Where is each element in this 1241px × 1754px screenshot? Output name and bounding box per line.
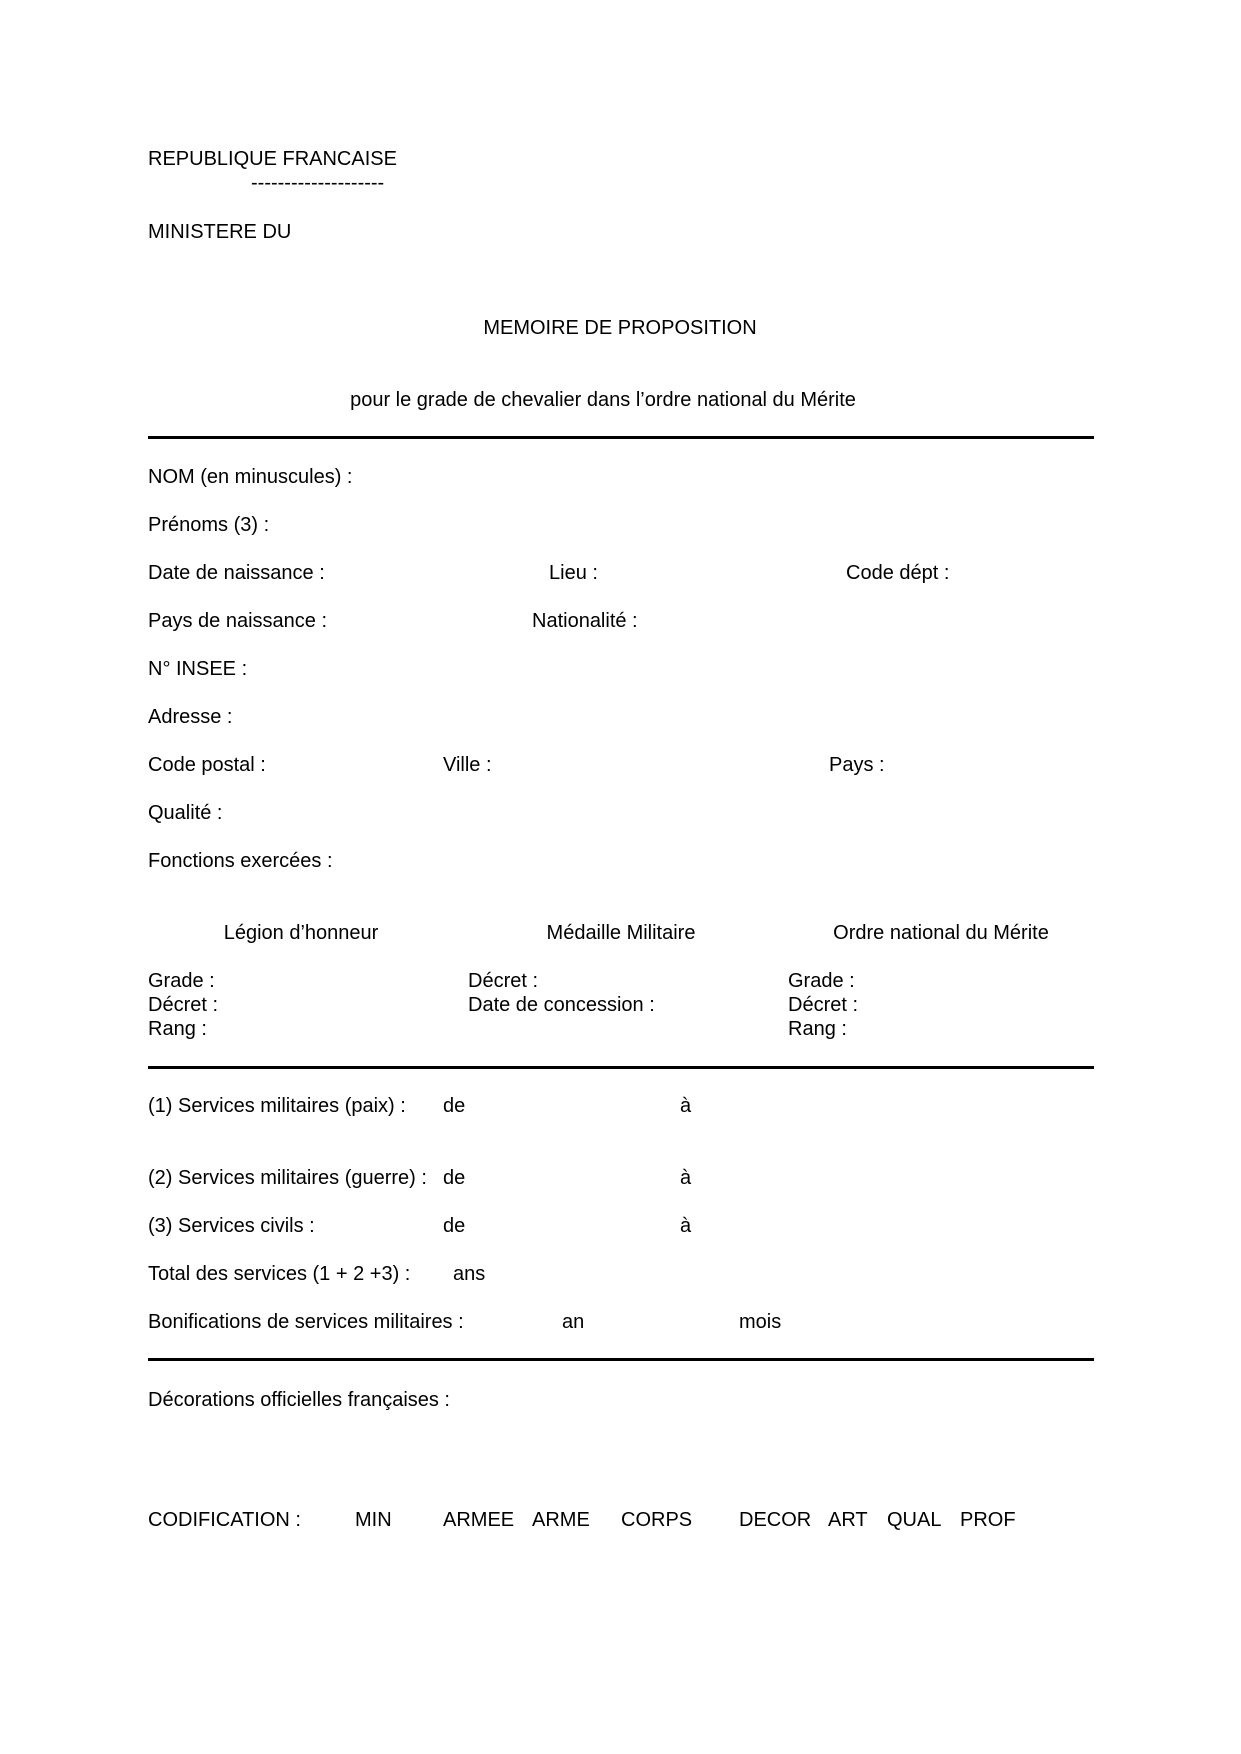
document-title: MEMOIRE DE PROPOSITION <box>483 317 757 339</box>
ordre-decret-label: Décret : <box>788 994 859 1016</box>
republic-heading: REPUBLIQUE FRANCAISE <box>148 148 397 170</box>
code-dept-label: Code dépt : <box>846 562 950 584</box>
qualite-label: Qualité : <box>148 802 223 824</box>
ordre-rang-label: Rang : <box>788 1018 847 1040</box>
header-dashes: -------------------- <box>251 172 385 194</box>
lieu-label: Lieu : <box>549 562 598 584</box>
services-guerre-label: (2) Services militaires (guerre) : <box>148 1167 427 1189</box>
services-paix-label: (1) Services militaires (paix) : <box>148 1095 406 1117</box>
services-civils-label: (3) Services civils : <box>148 1215 315 1237</box>
prenoms-label: Prénoms (3) : <box>148 514 270 536</box>
services-paix-de: de <box>443 1095 466 1117</box>
divider-bottom <box>148 1358 1094 1361</box>
ministry-heading: MINISTERE DU <box>148 221 292 243</box>
bonifications-an: an <box>562 1311 585 1333</box>
adresse-label: Adresse : <box>148 706 233 728</box>
total-services-ans: ans <box>453 1263 486 1285</box>
codification-armee: ARMEE <box>443 1509 515 1531</box>
legion-grade-label: Grade : <box>148 970 215 992</box>
bonifications-label: Bonifications de services militaires : <box>148 1311 464 1333</box>
codification-art: ART <box>828 1509 868 1531</box>
codification-prof: PROF <box>960 1509 1016 1531</box>
divider-top <box>148 436 1094 439</box>
code-postal-label: Code postal : <box>148 754 266 776</box>
codification-min: MIN <box>355 1509 392 1531</box>
legion-heading: Légion d’honneur <box>223 922 379 944</box>
codification-corps: CORPS <box>621 1509 693 1531</box>
ordre-grade-label: Grade : <box>788 970 855 992</box>
medaille-date-concession-label: Date de concession : <box>468 994 655 1016</box>
total-services-label: Total des services (1 + 2 +3) : <box>148 1263 411 1285</box>
services-civils-a: à <box>680 1215 692 1237</box>
services-civils-de: de <box>443 1215 466 1237</box>
legion-decret-label: Décret : <box>148 994 219 1016</box>
ordre-heading: Ordre national du Mérite <box>833 922 1049 944</box>
fonctions-label: Fonctions exercées : <box>148 850 333 872</box>
medaille-decret-label: Décret : <box>468 970 539 992</box>
date-naissance-label: Date de naissance : <box>148 562 325 584</box>
nom-label: NOM (en minuscules) : <box>148 466 353 488</box>
pays-naissance-label: Pays de naissance : <box>148 610 327 632</box>
pays-label: Pays : <box>829 754 885 776</box>
legion-rang-label: Rang : <box>148 1018 207 1040</box>
decorations-officielles-label: Décorations officielles françaises : <box>148 1389 450 1411</box>
divider-middle <box>148 1066 1094 1069</box>
codification-arme: ARME <box>532 1509 590 1531</box>
insee-label: N° INSEE : <box>148 658 248 680</box>
bonifications-mois: mois <box>739 1311 782 1333</box>
codification-decor: DECOR <box>739 1509 812 1531</box>
codification-label: CODIFICATION : <box>148 1509 301 1531</box>
document-subtitle: pour le grade de chevalier dans l’ordre national du Mérite <box>350 389 856 411</box>
ville-label: Ville : <box>443 754 492 776</box>
services-guerre-a: à <box>680 1167 692 1189</box>
medaille-heading: Médaille Militaire <box>546 922 696 944</box>
codification-qual: QUAL <box>887 1509 942 1531</box>
nationalite-label: Nationalité : <box>532 610 638 632</box>
services-guerre-de: de <box>443 1167 466 1189</box>
services-paix-a: à <box>680 1095 692 1117</box>
